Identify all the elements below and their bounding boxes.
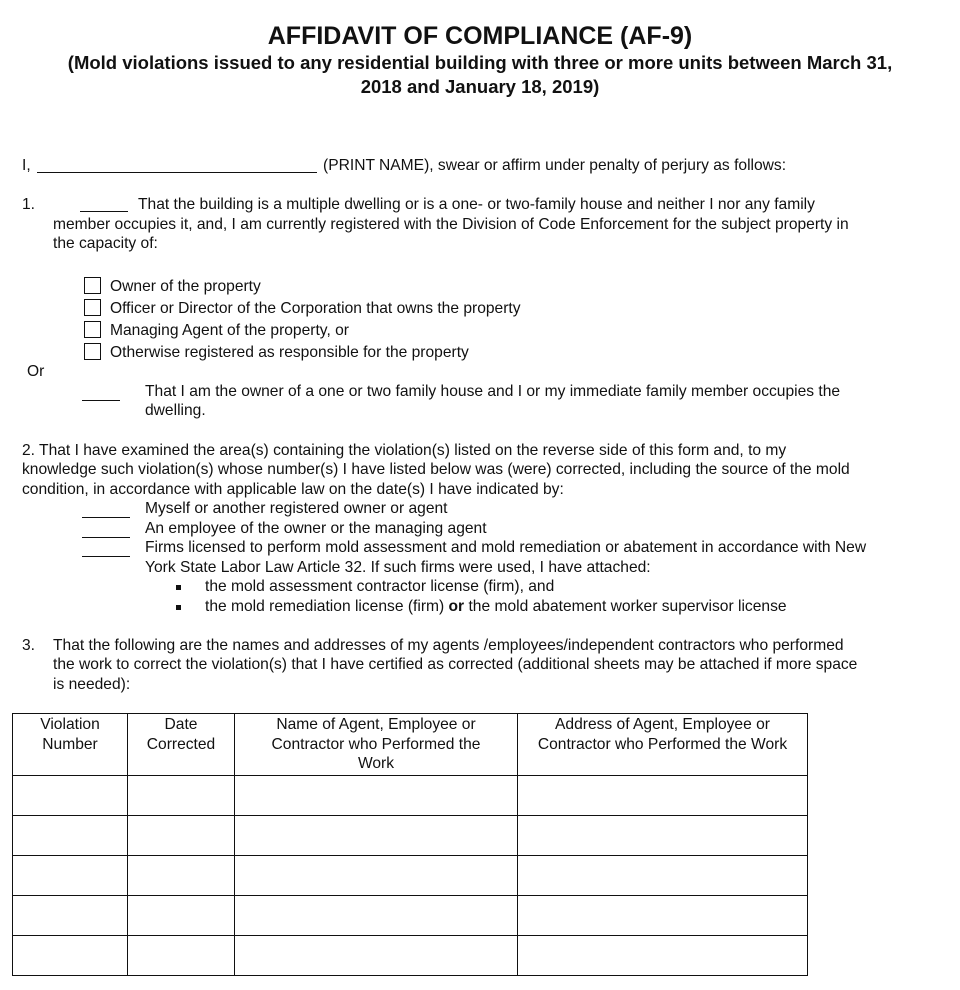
item2-option: Myself or another registered owner or agent <box>145 500 448 517</box>
cell[interactable] <box>128 815 235 855</box>
bullet-text: the mold assessment contractor license (firm), and <box>205 578 555 595</box>
firms-initial-field[interactable] <box>82 556 130 557</box>
checkbox-officer[interactable] <box>84 299 101 316</box>
cell[interactable] <box>518 775 808 815</box>
checkbox-label: Officer or Director of the Corporation that owns the property <box>110 300 521 317</box>
bullet-text <box>205 597 787 617</box>
cell[interactable] <box>13 935 128 975</box>
subtitle-line-1: (Mold violations issued to any residential building with three or more units between March 31, <box>67 52 893 73</box>
cell[interactable] <box>518 895 808 935</box>
cell[interactable] <box>518 855 808 895</box>
cell[interactable] <box>235 855 518 895</box>
item1-initial-field[interactable] <box>80 211 128 212</box>
cell[interactable] <box>128 935 235 975</box>
checkbox-otherwise-registered[interactable] <box>84 343 101 360</box>
employee-initial-field[interactable] <box>82 537 130 538</box>
bullet-text-part: the mold remediation license (firm) <box>205 598 449 615</box>
cell[interactable] <box>128 775 235 815</box>
bullet-text-bold: or <box>448 598 465 615</box>
cell[interactable] <box>13 775 128 815</box>
item2-option: York State Labor Law Article 32. If such firms were used, I have attached: <box>145 559 651 576</box>
checkbox-label: Owner of the property <box>110 278 261 295</box>
table-row <box>13 935 808 975</box>
intro-prefix: I, <box>22 157 31 174</box>
cell[interactable] <box>235 815 518 855</box>
header-violation-number: Violation Number <box>13 714 128 776</box>
item1-text: the capacity of: <box>53 235 158 252</box>
cell[interactable] <box>13 895 128 935</box>
table-row <box>13 775 808 815</box>
table-row <box>13 815 808 855</box>
intro-text: (PRINT NAME), swear or affirm under penalty of perjury as follows: <box>323 157 787 174</box>
alt-text: That I am the owner of a one or two family house and I or my immediate family member occupies the <box>145 383 841 400</box>
header-address: Address of Agent, Employee or Contractor who Performed the Work <box>518 714 808 776</box>
item3-number: 3. <box>22 637 36 654</box>
bullet-text-part: the mold abatement worker supervisor license <box>464 598 787 615</box>
table-row <box>13 895 808 935</box>
checkbox-managing-agent[interactable] <box>84 321 101 338</box>
item2-text: condition, in accordance with applicable law on the date(s) I have indicated by: <box>22 481 564 498</box>
checkbox-label: Managing Agent of the property, or <box>110 322 349 339</box>
alt-text: dwelling. <box>145 402 206 419</box>
cell[interactable] <box>128 895 235 935</box>
cell[interactable] <box>518 815 808 855</box>
item2-text: knowledge such violation(s) whose number(s) I have listed below was (were) corrected, including the source of the mold <box>22 461 850 478</box>
header-date-corrected: Date Corrected <box>128 714 235 776</box>
item1-text: That the building is a multiple dwelling or is a one- or two-family house and neither I nor any family <box>138 196 815 213</box>
table-row <box>13 855 808 895</box>
cell[interactable] <box>518 935 808 975</box>
cell[interactable] <box>235 895 518 935</box>
item1-text: member occupies it, and, I am currently registered with the Division of Code Enforcement for the subject property in <box>53 216 849 233</box>
page-title: AFFIDAVIT OF COMPLIANCE (AF-9) <box>267 22 693 50</box>
item3-text: is needed): <box>53 676 131 693</box>
item2-option: Firms licensed to perform mold assessment and mold remediation or abatement in accordance with New <box>145 539 867 556</box>
cell[interactable] <box>128 855 235 895</box>
contractor-table <box>12 713 808 976</box>
cell[interactable] <box>13 815 128 855</box>
cell[interactable] <box>235 775 518 815</box>
checkbox-owner[interactable] <box>84 277 101 294</box>
cell[interactable] <box>13 855 128 895</box>
or-label: Or <box>27 363 45 380</box>
bullet-icon <box>176 585 181 590</box>
item2-text: 2. That I have examined the area(s) containing the violation(s) listed on the reverse side of this form and, to my <box>22 442 787 459</box>
checkbox-label: Otherwise registered as responsible for the property <box>110 344 469 361</box>
bullet-icon <box>176 605 181 610</box>
subtitle-line-2: 2018 and January 18, 2019) <box>360 76 600 97</box>
cell[interactable] <box>235 935 518 975</box>
table-header-row <box>13 714 808 776</box>
item1-number: 1. <box>22 196 36 213</box>
item3-text: the work to correct the violation(s) that I have certified as corrected (additional sheets may be attached if more space <box>53 656 858 673</box>
item3-text: That the following are the names and addresses of my agents /employees/independent contractors who performed <box>53 637 844 654</box>
header-name: Name of Agent, Employee or Contractor who Performed the Work <box>235 714 518 776</box>
myself-initial-field[interactable] <box>82 517 130 518</box>
owner-occupied-initial-field[interactable] <box>82 400 120 401</box>
print-name-field[interactable] <box>37 172 317 173</box>
item2-option: An employee of the owner or the managing agent <box>145 520 487 537</box>
